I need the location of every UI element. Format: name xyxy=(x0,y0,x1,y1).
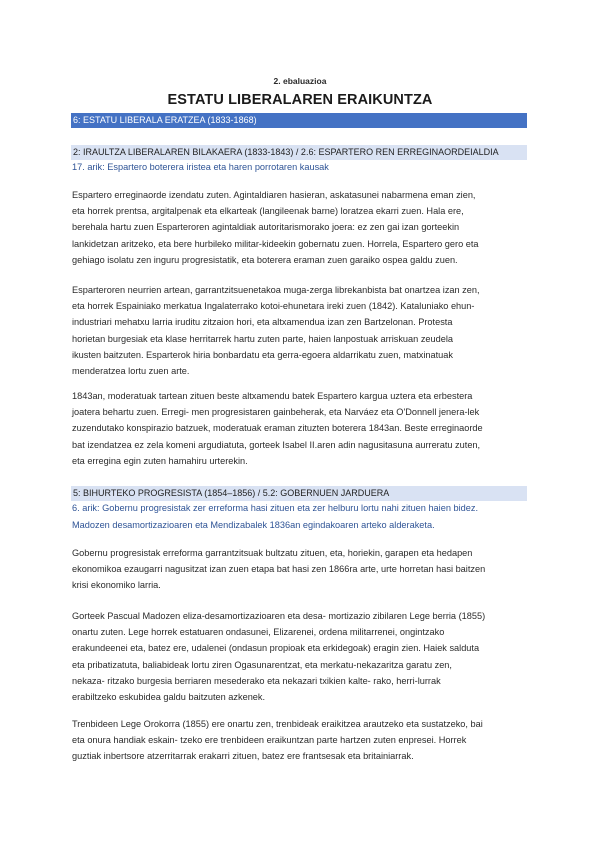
text-line: nekaza- ritzako burgesia berriaren mesederako eta nekazari txikien kalte- rako, herri-lurrak xyxy=(72,675,441,686)
text-line: eta onura handiak eskain- tzeko ere trenbideen eraikuntzan parte hartzen zuten enpresei. Horrek xyxy=(72,735,467,746)
text-line: bat izendatzea ez zela komeni argudiatuta, gorteek Isabel II.aren adin nagusitasuna aurreratu zuten, xyxy=(72,439,481,450)
subsection-heading-progressive-biennium: 5: BIHURTEKO PROGRESISTA (1854–1856) / 5.2: GOBERNUEN JARDUERA xyxy=(71,486,527,501)
text-line: eta horrek prentsa, argitalpenak eta elkarteak (langileenak barne) loratzea ekarri zuen. Hala ere, xyxy=(72,206,464,217)
text-line: Esparteroren neurrien artean, garrantzitsuenetakoa muga-zerga librekanbista bat onartzea izan zen, xyxy=(72,285,480,295)
paragraph-1 xyxy=(72,187,528,268)
paragraph-2 xyxy=(72,282,528,379)
text-line: gehiago isolatu zen inguru progresistatik, eta boterera eraman zuen garaiko ospea galdu zuen. xyxy=(72,254,458,265)
evaluation-label: 2. ebaluazioa xyxy=(273,76,327,86)
text-line: Gobernu progresistak erreforma garrantzitsuak bultzatu zituen, eta, horiekin, garapen eta hedapen xyxy=(72,548,473,558)
text-line: eta horrek Espainiako merkatua Ingalaterrako kotoi-ehunetara ireki zuen (1842). Kataluniako ehun- xyxy=(72,301,475,312)
text-line: zuzendutako konspirazio batzuek, moderatuak eraman zituzten boterera 1843an. Beste erreginaorde xyxy=(72,423,483,434)
text-line: ikusten baitzuten. Esparterok hiria bonbardatu eta gerra-egoera aldarrikatu zuen, matxinatuak xyxy=(72,349,453,360)
paragraph-5 xyxy=(72,608,528,705)
text-line: berehala hartu zuen Esparteroren agintaldiak autoritarismorako joera: ez zen gai izan gorteekin xyxy=(72,222,460,233)
text-line: krisi ekonomiko larria. xyxy=(72,580,161,591)
text-line: eta pribatizatuta, baliabideak lortu ziren Ogasunarentzat, eta merkatu-nekazaritza garatu zen, xyxy=(72,659,452,670)
page-title: ESTATU LIBERALAREN ERAIKUNTZA xyxy=(167,92,433,108)
text-line: 1843an, moderatuak tartean zituen beste altxamendu batek Espartero kargua uztera eta erbestera xyxy=(72,391,473,401)
text-line: eta erregina egin zuten hamahiru urterekin. xyxy=(72,455,248,466)
text-line: horietan burgesiak eta klase herritarrek hartu zuten parte, haien lanpostuak arriskuan zeudela xyxy=(72,333,453,344)
section-heading-unit-6: 6: ESTATU LIBERALA ERATZEA (1833-1868) xyxy=(71,113,527,128)
text-line: Trenbideen Lege Orokorra (1855) ere onartu zen, trenbideak eraikitzea arautzeko eta sustatzeko, bai xyxy=(72,719,483,729)
question-line: 17. arik: Espartero boterera iristea eta haren porrotaren kausak xyxy=(72,162,329,172)
text-line: guztiak inbertsore atzerritarrak erakarri zituen, batez ere frantsesak eta britainiarrak. xyxy=(72,751,414,762)
question-6 xyxy=(72,500,530,533)
text-line: ekonomikoa ezaugarri nagusitzat izan zuen etapa bat hasi zen 1866ra arte, urte horretan hasi baitzen xyxy=(72,564,486,575)
text-line: menderatzea lortu zuen arte. xyxy=(72,366,190,377)
subsection-heading-regency: 2: IRAULTZA LIBERALAREN BILAKAERA (1833-1843) / 2.6: ESPARTERO REN ERREGINAORDEIALDIA xyxy=(71,145,527,160)
paragraph-3 xyxy=(72,388,528,469)
paragraph-4 xyxy=(72,545,528,594)
question-17 xyxy=(72,159,530,176)
text-line: erakundeenei eta, batez ere, udalenei (ondasun propioak eta erkidegoak) eragin zien. Haiek salduta xyxy=(72,643,480,654)
text-line: Espartero erreginaorde izendatu zuten. Agintaldiaren hasieran, askatasunei nabarmena eman zien, xyxy=(72,190,476,200)
text-line: industriari mehatxu larria iruditu zitzaion hori, eta altxamendua izan zen Bartzelonan. Protesta xyxy=(72,317,453,328)
paragraph-6 xyxy=(72,716,528,765)
text-line: Gorteek Pascual Madozen eliza-desamortizazioaren eta desa- mortizazio zibilaren Lege berria (1855) xyxy=(72,611,486,621)
text-line: erabiltzeko eskubidea galdu baitzuten azkenek. xyxy=(72,692,266,703)
question-line: Madozen desamortizazioaren eta Mendizabalek 1836an egindakoaren arteko alderaketa. xyxy=(72,519,435,530)
text-line: lankidetzan aritzeko, eta bere hurbileko militar-kideekin gobernatu zuen. Horrela, Espartero gero eta xyxy=(72,238,479,249)
question-line: 6. arik: Gobernu progresistak zer erreforma hasi zituen eta zer helburu lortu nahi zituen haien bidez. xyxy=(72,503,478,513)
text-line: onartu zuten. Lege horrek estatuaren ondasunei, Elizarenei, ordena militarrenei, ongintzako xyxy=(72,627,445,638)
text-line: joatera behartu zuen. Erregi- men progresistaren gainbeherak, eta Narváez eta O'Donnell jenera-lek xyxy=(72,407,480,418)
